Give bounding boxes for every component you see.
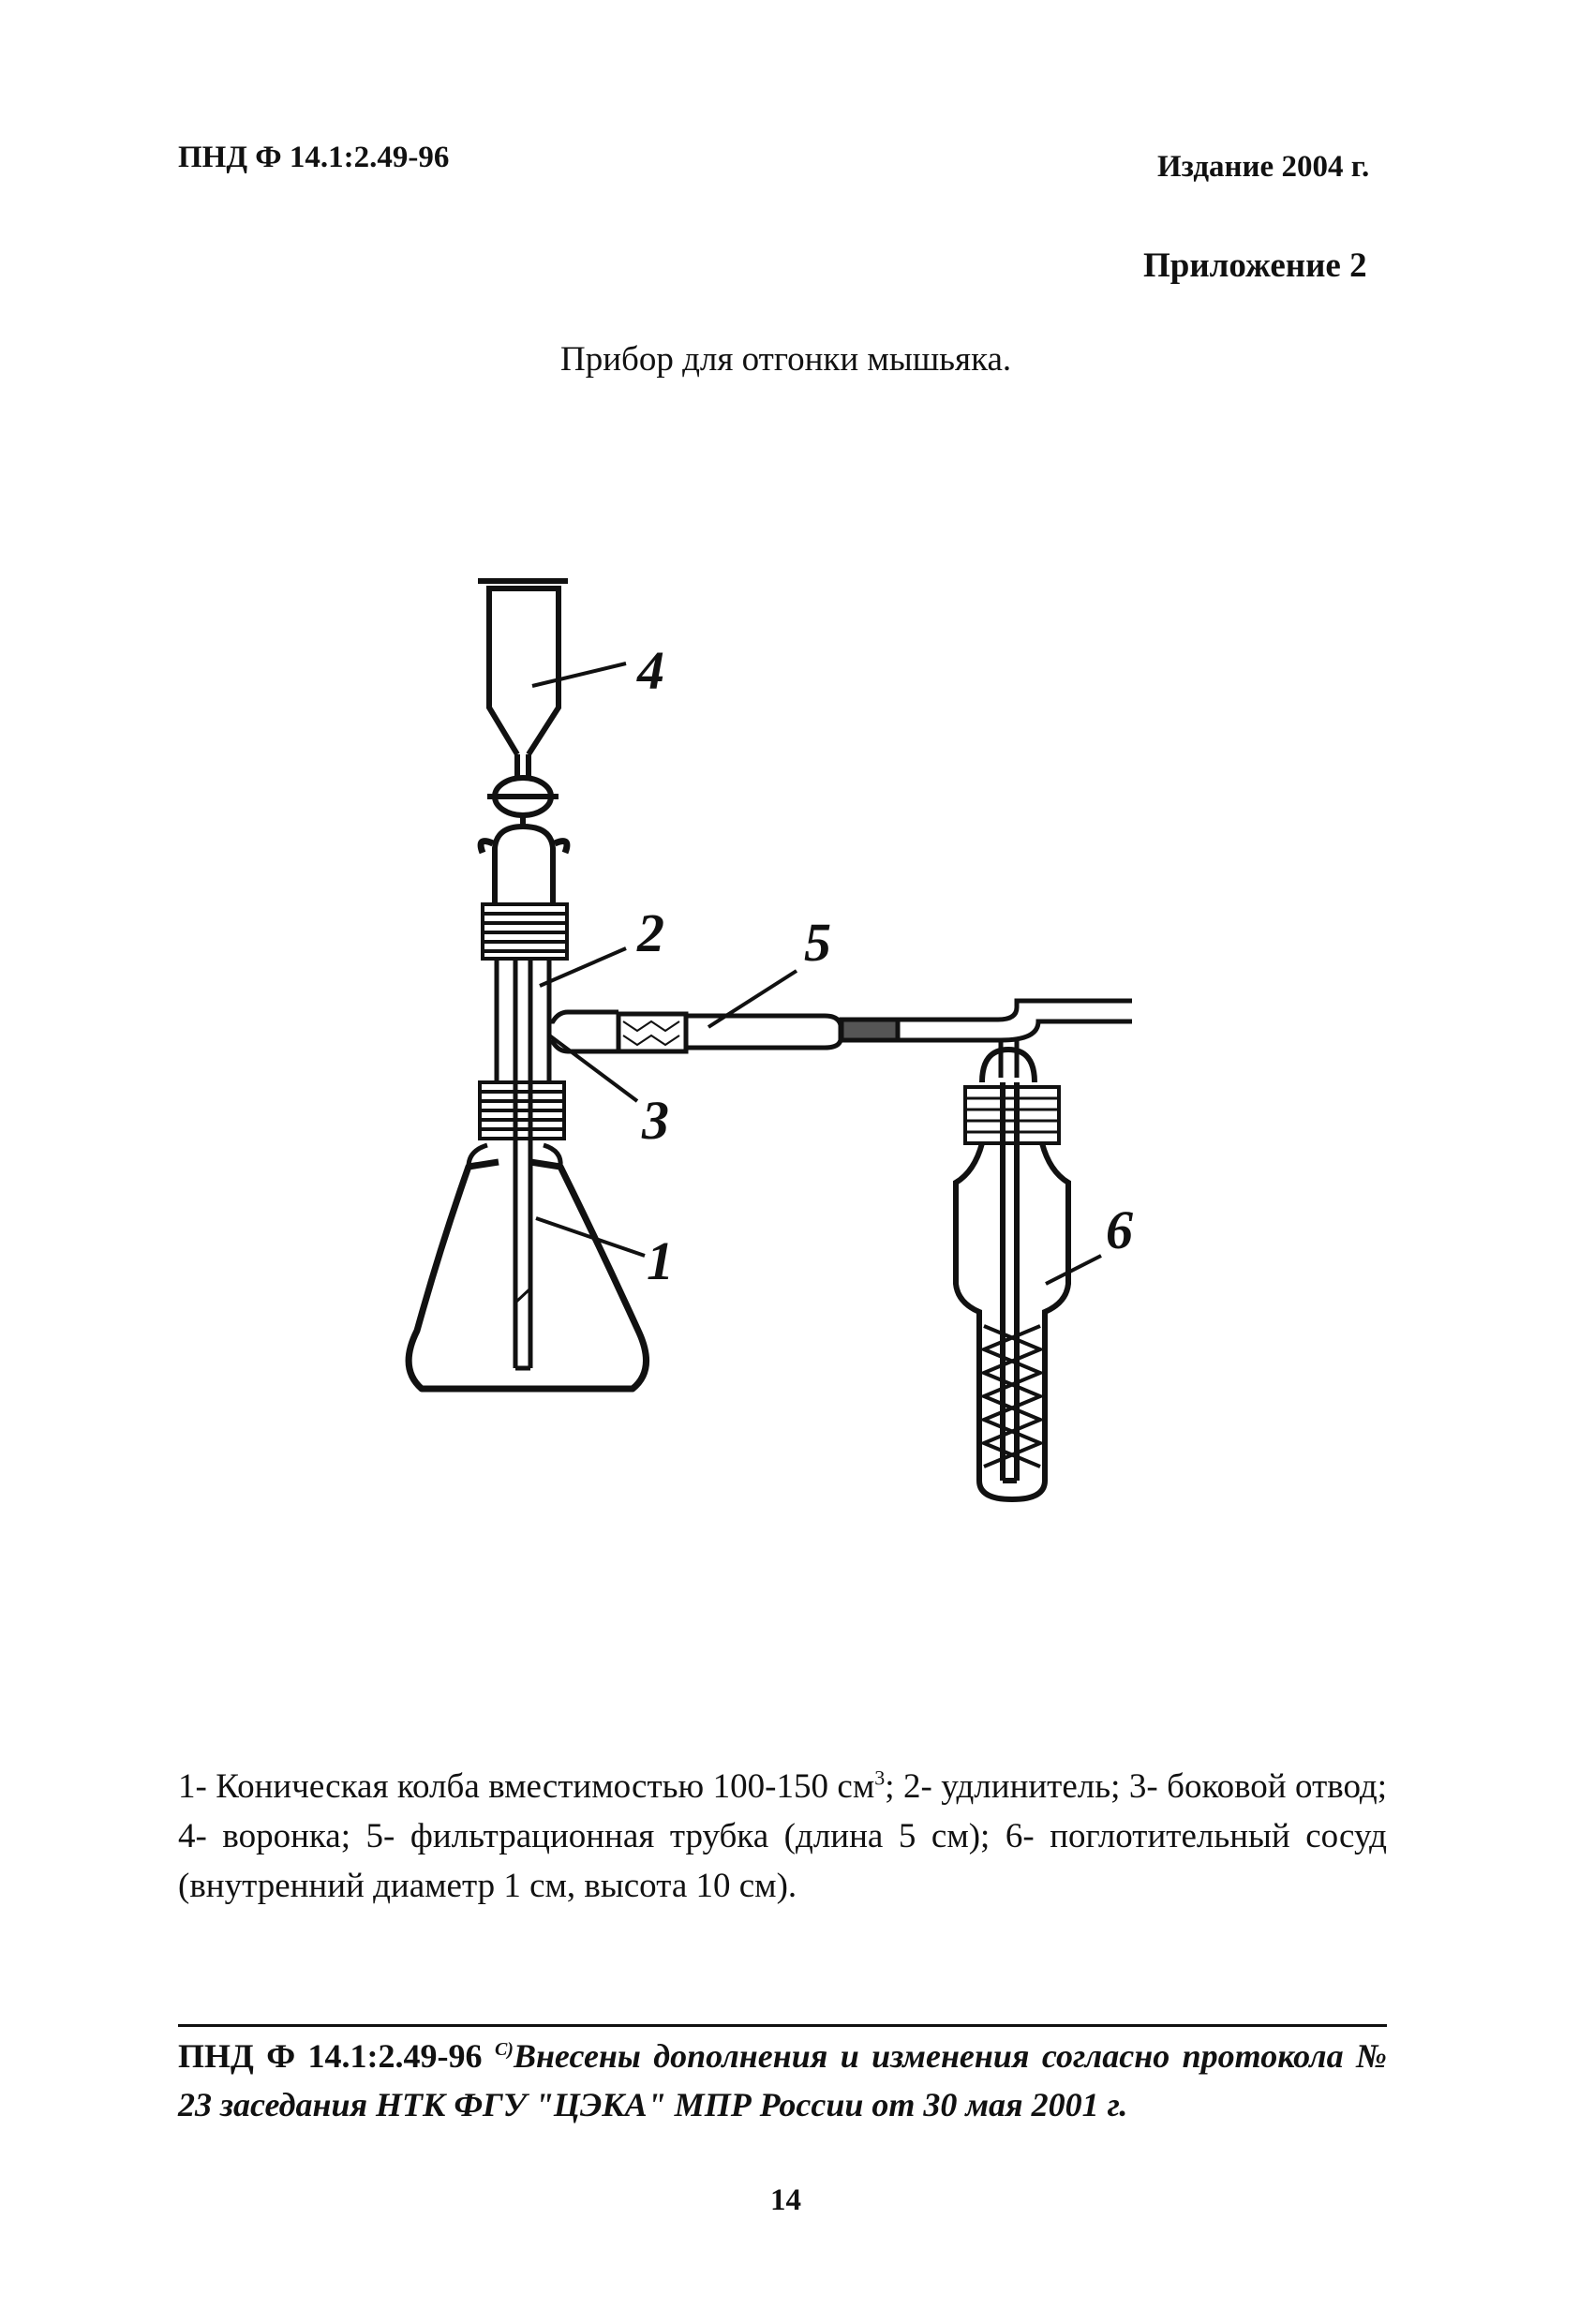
label-5: 5 [804, 912, 831, 973]
side-branch-and-filter-tube [549, 1001, 1132, 1078]
footnote-text: Внесены дополнения и изменения согласно протокола № 23 заседания НТК ФГУ "ЦЭКА" МПР России от 30 мая 2001 г. [178, 2037, 1388, 2123]
flask-stopper [480, 1082, 564, 1139]
edition-label: Издание 2004 г. [1157, 150, 1370, 184]
conical-flask [409, 1145, 646, 1389]
label-6: 6 [1106, 1199, 1133, 1260]
document-code: ПНД Ф 14.1:2.49-96 [178, 141, 450, 174]
caption-part-2: ; 2- удлинитель; 3- боковой отвод; 4- воронка; 5- фильтрационная трубка (длина 5 см); 6- поглотительный сосуд (внутренний диаметр 1 см, высота 10 см). [178, 1767, 1387, 1905]
footnote-code: ПНД Ф 14.1:2.49-96 [178, 2037, 483, 2075]
vessel-packing [984, 1326, 1040, 1467]
label-2: 2 [637, 902, 664, 963]
footnote-rule [178, 2024, 1387, 2027]
label-3: 3 [642, 1090, 669, 1151]
label-1: 1 [647, 1230, 674, 1291]
page-number: 14 [770, 2183, 801, 2217]
figure-title: Прибор для отгонки мышьяка. [560, 340, 1012, 379]
caption-superscript: 3 [874, 1765, 886, 1790]
footnote-mark: С) [494, 2039, 514, 2060]
footnote [178, 2032, 1387, 2129]
label-4: 4 [637, 640, 664, 701]
figure-caption [178, 1762, 1387, 1911]
upper-stopper [483, 904, 567, 959]
funnel [478, 581, 568, 904]
caption-part-1: 1- Коническая колба вместимостью 100-150 см [178, 1767, 875, 1806]
appendix-title: Приложение 2 [1143, 246, 1367, 285]
